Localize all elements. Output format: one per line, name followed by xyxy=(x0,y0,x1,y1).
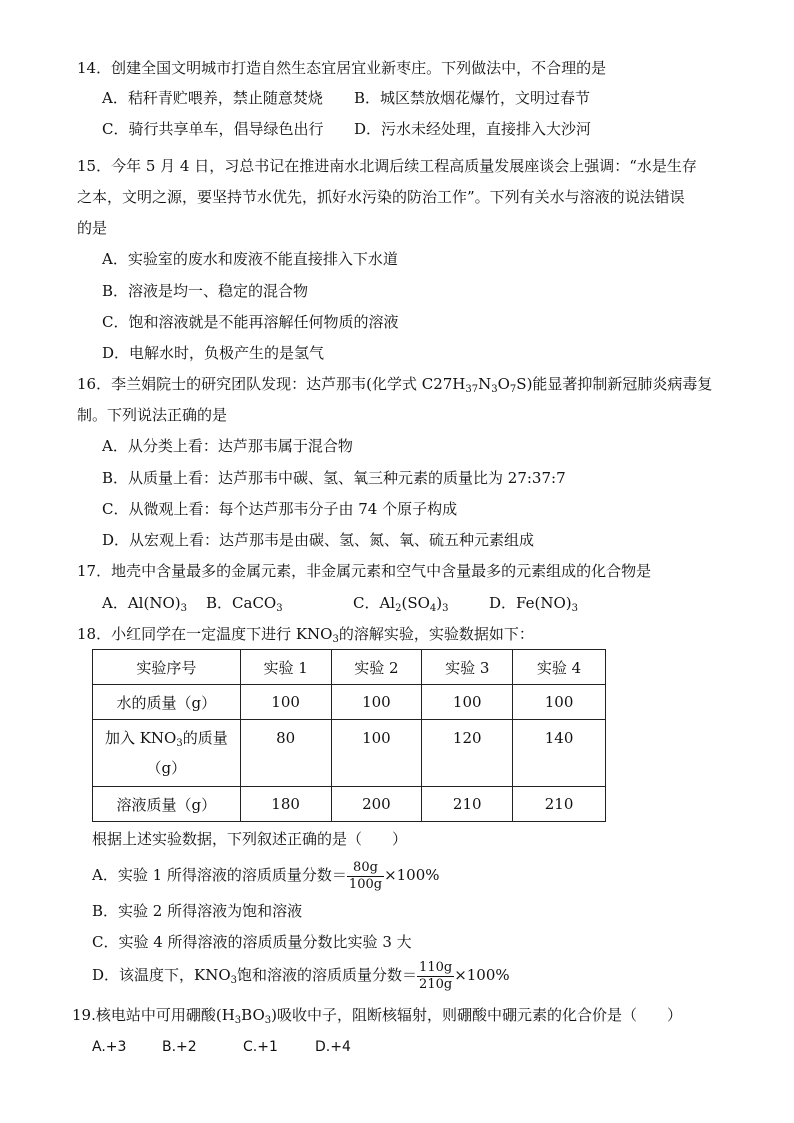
question-15-option-d: D．电解水时，负极产生的是氢气 xyxy=(102,344,325,362)
question-19-option-d: D.+4 xyxy=(315,1039,351,1055)
question-16-option-d: D．从宏观上看：达芦那韦是由碳、氢、氮、氧、硫五种元素组成 xyxy=(102,531,535,549)
question-14-option-b: B．城区禁放烟花爆竹，文明过春节 xyxy=(354,89,591,107)
question-16-stem-line-2: 制。下列说法正确的是 xyxy=(77,406,228,424)
table-row-water-mass xyxy=(93,685,606,720)
table-cell: 200 xyxy=(331,787,422,822)
question-15-option-a: A．实验室的废水和废液不能直接排入下水道 xyxy=(102,250,398,268)
question-16-option-b: B．从质量上看：达芦那韦中碳、氢、氧三种元素的质量比为 27:37:7 xyxy=(102,469,566,487)
option-c-text: C．Al xyxy=(353,594,396,612)
table-cell: 80 xyxy=(240,720,331,787)
question-19-option-a: A.+3 xyxy=(92,1039,127,1055)
question-19-stem-text-end: )吸收中子，阻断核辐射，则硼酸中硼元素的化合价是（ ） xyxy=(271,1006,683,1024)
table-header-cell: 实验 4 xyxy=(513,650,606,685)
question-19-stem: 19.核电站中可用硼酸$(H_3BO_3)$吸收中子，阻断核辐射，则硼酸中硼元素的化合价是（ ） xyxy=(72,1006,683,1026)
kno3-dissolution-table xyxy=(92,649,606,822)
table-row-kno3-added xyxy=(93,720,606,787)
question-18-stem: 18．小红同学在一定温度下进行 $KNO_3$的溶解实验，实验数据如下： xyxy=(77,625,534,645)
table-row-label: 溶液质量（g） xyxy=(93,787,241,822)
table-cell: 100 xyxy=(513,685,606,720)
question-15-stem-line-2: 之本，文明之源，要坚持节水优先，抓好水污染的防治工作”。下列有关水与溶液的说法错误 xyxy=(77,188,685,206)
table-header-cell: 实验 2 xyxy=(331,650,422,685)
option-a-percent: ×100% xyxy=(384,866,440,884)
table-cell: 210 xyxy=(422,787,513,822)
question-18-option-b: B．实验 2 所得溶液为饱和溶液 xyxy=(92,902,303,920)
fraction-denominator: 210g xyxy=(419,976,453,992)
question-18-stem-text-end: 的溶解实验，实验数据如下： xyxy=(338,625,534,643)
question-16-stem-line-1 xyxy=(77,374,712,394)
table-cell: 100 xyxy=(331,720,422,787)
table-row-label: 加入 $KNO_3$的质量 （g） xyxy=(93,720,241,787)
option-a-text: A．实验 1 所得溶液的溶质质量分数＝ xyxy=(92,866,347,884)
question-16-option-a: A．从分类上看：达芦那韦属于混合物 xyxy=(102,437,353,455)
table-cell: 210 xyxy=(513,787,606,822)
question-18-option-c: C．实验 4 所得溶液的溶质质量分数比实验 3 大 xyxy=(92,933,412,951)
question-18-stem-text: 18．小红同学在一定温度下进行 KNO xyxy=(77,625,333,643)
question-15-stem-line-1: 15．今年 5 月 4 日，习总书记在推进南水北调后续工程高质量发展座谈会上强调：“水是生存 xyxy=(77,157,697,175)
option-d-text-mid: 饱和溶液的溶质质量分数＝ xyxy=(237,966,418,984)
question-17-option-a: A．$Al(NO)_3$ xyxy=(102,594,187,614)
row-label-unit: （g） xyxy=(146,759,187,777)
fraction-numerator: 110g xyxy=(419,959,453,975)
option-d-text: D．该温度下，KNO xyxy=(92,966,231,984)
question-16-stem-text-end: )能显著抑制新冠肺炎病毒复 xyxy=(526,375,713,393)
fraction-80-over-100 xyxy=(347,860,384,893)
option-a-text: A．Al(NO xyxy=(102,594,175,612)
question-17-option-b: B．CaCO$_3$ xyxy=(206,594,283,614)
question-17-stem: 17．地壳中含量最多的金属元素，非金属元素和空气中含量最多的元素组成的化合物是 xyxy=(77,562,652,580)
table-row-label: 水的质量（g） xyxy=(93,685,241,720)
question-15-option-b: B．溶液是均一、稳定的混合物 xyxy=(102,282,309,300)
table-header-cell: 实验 3 xyxy=(422,650,513,685)
option-d-percent: ×100% xyxy=(454,966,510,984)
table-header-cell: 实验 1 xyxy=(240,650,331,685)
table-cell: 140 xyxy=(513,720,606,787)
option-d-text: D．Fe(NO xyxy=(489,594,566,612)
question-14-option-d: D．污水未经处理，直接排入大沙河 xyxy=(354,120,592,138)
question-15-option-c: C．饱和溶液就是不能再溶解任何物质的溶液 xyxy=(102,313,399,331)
question-14-option-a: A．秸秆青贮喂养，禁止随意焚烧 xyxy=(102,89,323,107)
table-cell: 180 xyxy=(240,787,331,822)
fraction-numerator: 80g xyxy=(347,860,384,877)
question-18-lead: 根据上述实验数据，下列叙述正确的是（ ） xyxy=(92,830,408,848)
question-17-option-c: C．$Al_2(SO_4)_3$ xyxy=(353,594,449,614)
question-19-option-b: B.+2 xyxy=(162,1039,197,1055)
row-label-text: 加入 KNO xyxy=(104,729,177,747)
question-18-option-a xyxy=(92,858,440,893)
fraction-denominator: 100g xyxy=(348,876,383,892)
table-cell: 100 xyxy=(422,685,513,720)
table-cell: 120 xyxy=(422,720,513,787)
table-cell: 100 xyxy=(240,685,331,720)
question-15-stem-line-3: 的是 xyxy=(77,219,108,237)
table-cell: 100 xyxy=(331,685,422,720)
option-b-text: B．CaCO xyxy=(206,594,277,612)
darunavir-formula: $27H_{37}N_3O_7S$ xyxy=(433,375,527,395)
question-14-stem: 14．创建全国文明城市打造自然生态宜居宜业新枣庄。下列做法中，不合理的是 xyxy=(77,59,607,77)
question-18-option-d: D．该温度下，$KNO_3$饱和溶液的溶质质量分数＝ $\frac{110g}{210g}$ ×100% xyxy=(92,959,510,992)
question-16-option-c: C．从微观上看：每个达芦那韦分子由 74 个原子构成 xyxy=(102,500,458,518)
question-14-option-c: C．骑行共享单车，倡导绿色出行 xyxy=(102,120,324,138)
question-17-option-d: D．$Fe(NO)_3$ xyxy=(489,594,578,614)
question-16-stem-text: 16．李兰娟院士的研究团队发现：达芦那韦(化学式 C xyxy=(77,375,434,393)
table-row-solution-mass xyxy=(93,787,606,822)
table-header-row xyxy=(93,650,606,685)
question-19-stem-text: 19.核电站中可用硼酸(H xyxy=(72,1006,235,1024)
row-label-text-end: 的质量 xyxy=(182,729,228,747)
fraction-110-over-210 xyxy=(417,960,454,993)
table-header-cell: 实验序号 xyxy=(93,650,241,685)
question-19-option-c: C.+1 xyxy=(243,1039,278,1055)
